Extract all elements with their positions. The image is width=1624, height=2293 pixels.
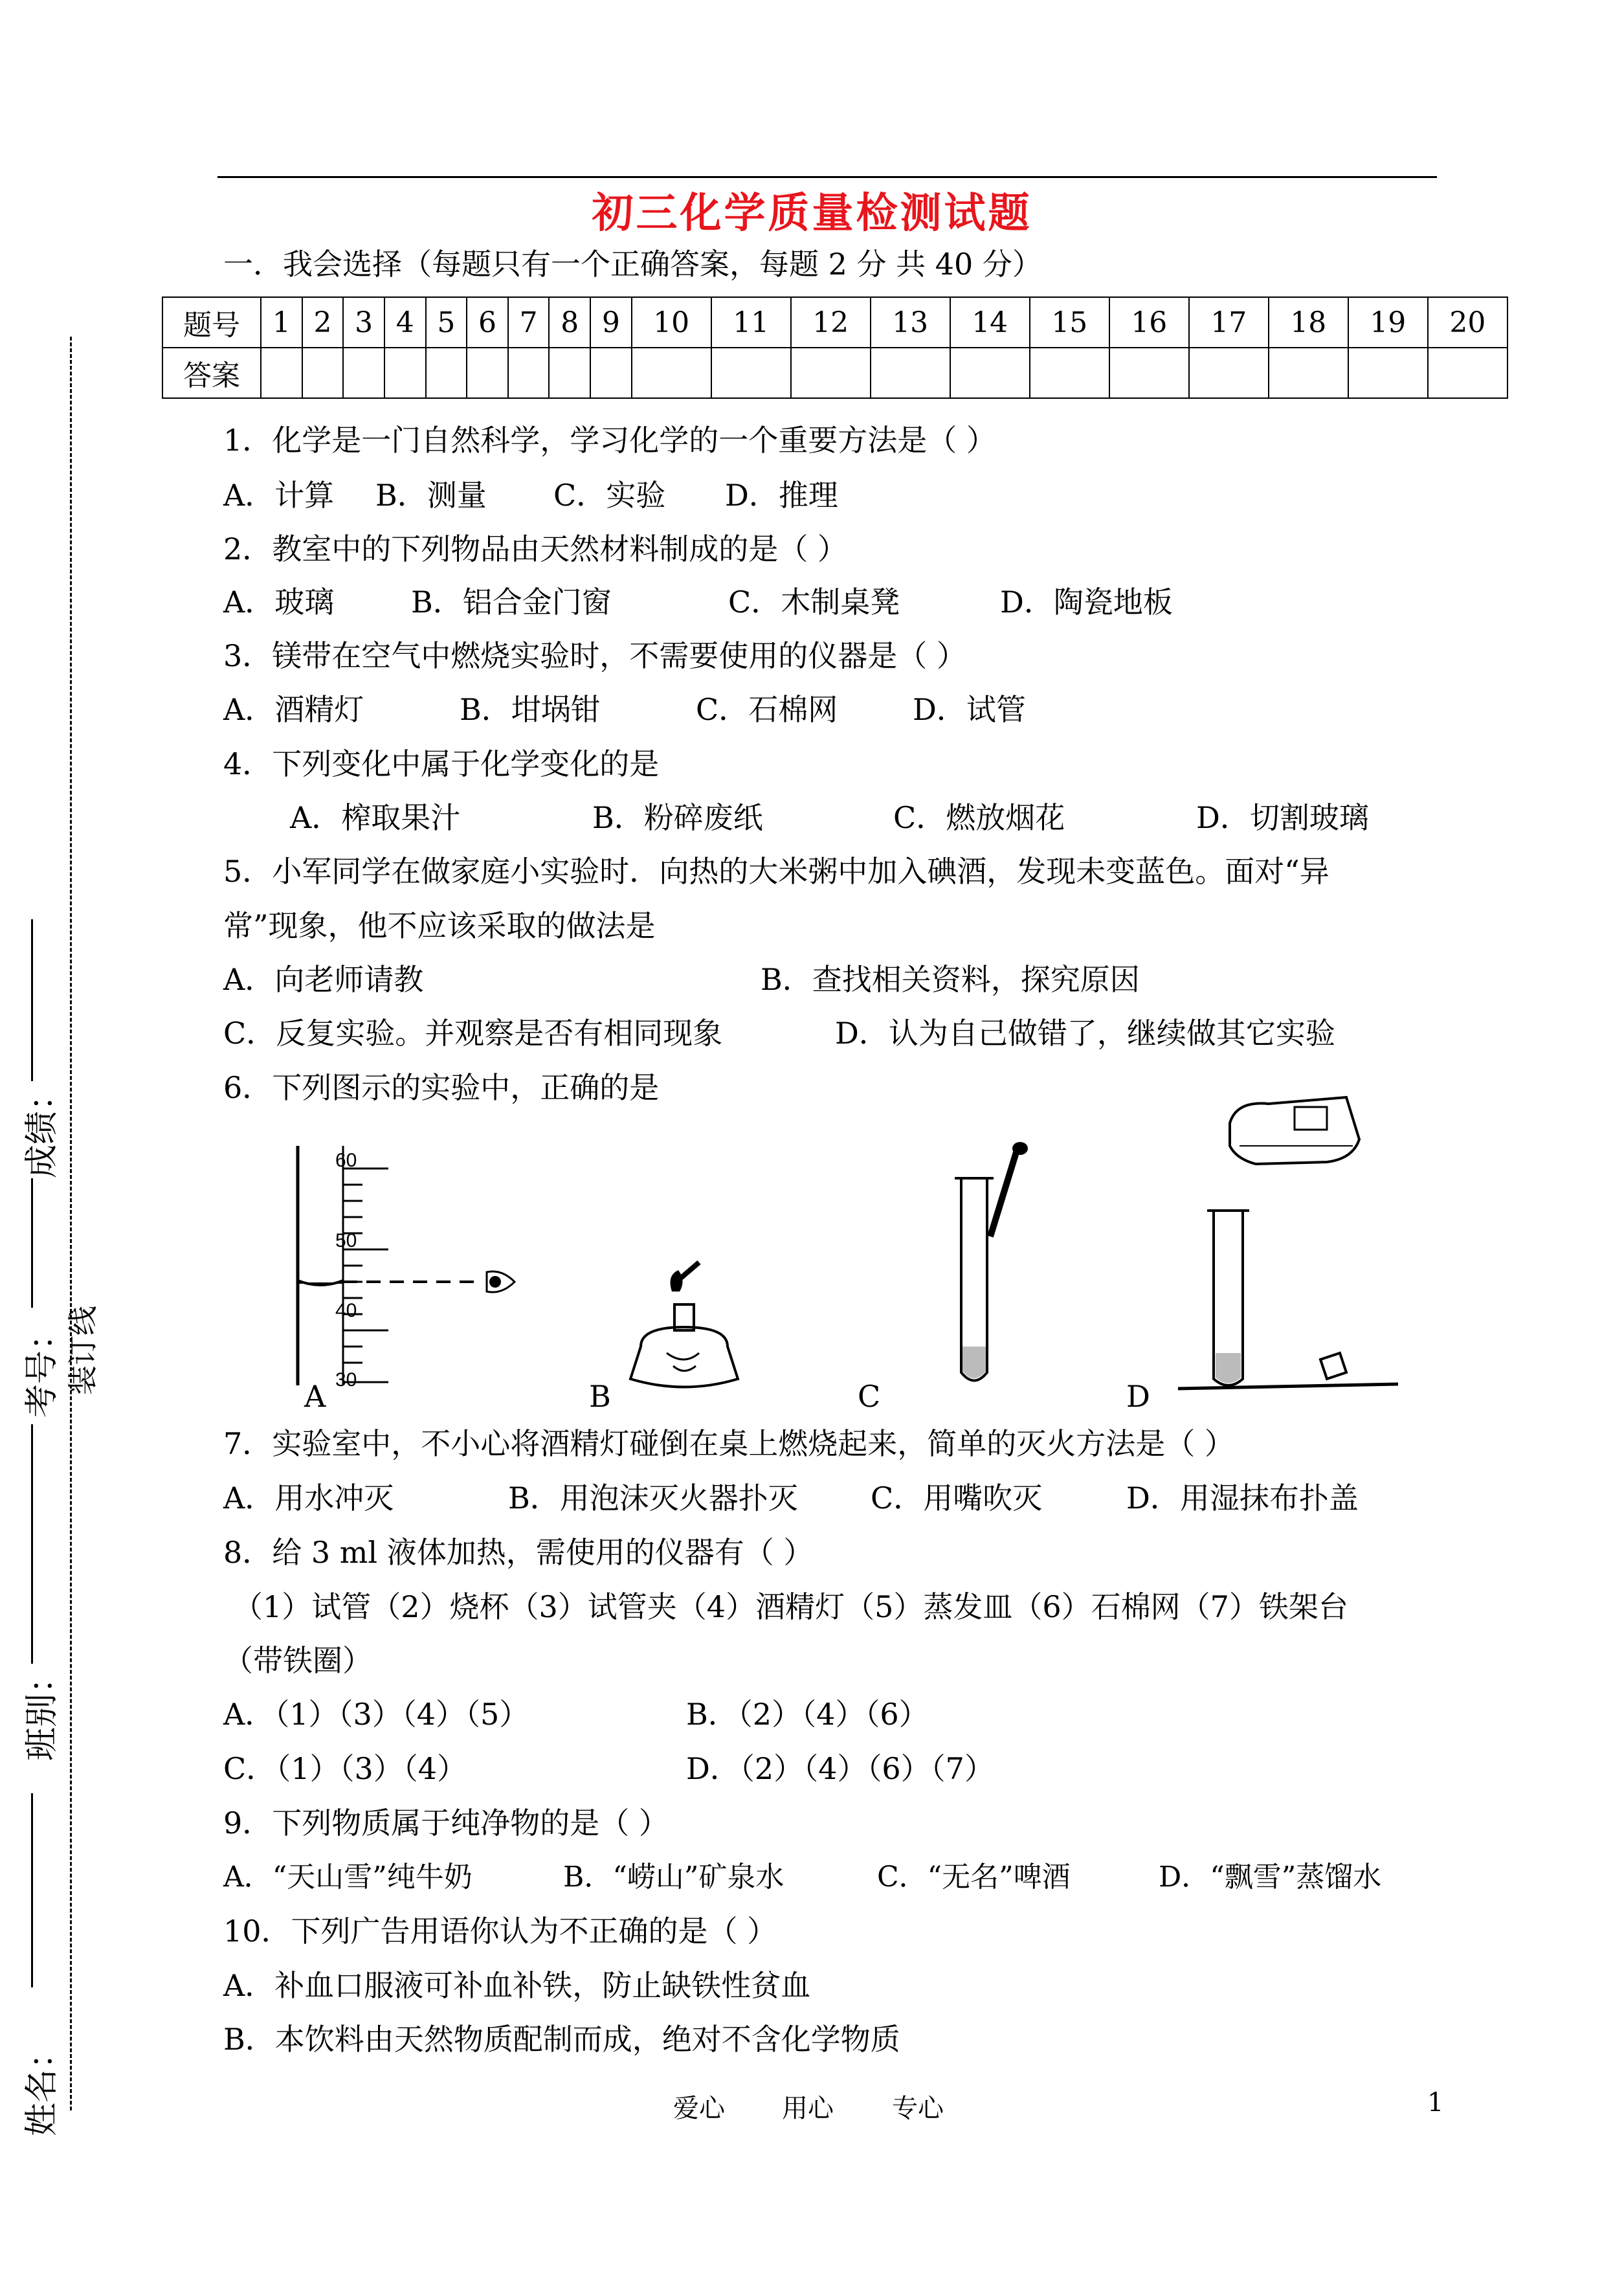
answer-cell[interactable] xyxy=(1348,348,1428,398)
option: B．查找相关资料，探究原因 xyxy=(761,962,1140,997)
answer-cell[interactable] xyxy=(343,348,384,398)
tick-label: 30 xyxy=(335,1369,357,1391)
page-title: 初三化学质量检测试题 xyxy=(592,189,1032,238)
question-stem-cont: 常”现象，他不应该采取的做法是 xyxy=(223,908,656,943)
question-stem: 2．教室中的下列物品由天然材料制成的是（ ） xyxy=(223,531,847,566)
table-cell: 7 xyxy=(508,297,550,348)
name-label: 姓名： xyxy=(23,2035,61,2136)
table-cell: 16 xyxy=(1109,297,1189,348)
class-blank-bottom xyxy=(31,1793,33,1987)
table-cell: 9 xyxy=(590,297,632,348)
figure-label: B xyxy=(589,1379,611,1414)
option: A．榨取果汁 xyxy=(290,800,461,835)
option: C．石棉网 xyxy=(696,692,838,727)
answer-cell[interactable] xyxy=(1189,348,1269,398)
class-label: 班别： xyxy=(23,1659,61,1761)
table-cell: 15 xyxy=(1030,297,1109,348)
answer-cell[interactable] xyxy=(711,348,791,398)
table-cell: 1 xyxy=(261,297,302,348)
question-stem: 7．实验室中，不小心将酒精灯碰倒在桌上燃烧起来，简单的灭火方法是（ ） xyxy=(223,1426,1234,1461)
answer-cell[interactable] xyxy=(950,348,1030,398)
option: A．用水冲灭 xyxy=(223,1481,394,1516)
option: D．认为自己做错了，继续做其它实验 xyxy=(835,1016,1335,1051)
question-stem: 9．下列物质属于纯净物的是（ ） xyxy=(223,1806,669,1840)
exam-no-label: 考号： xyxy=(23,1316,61,1418)
tick-label: 50 xyxy=(335,1230,357,1251)
option: B．用泡沫灭火器扑灭 xyxy=(508,1481,798,1516)
question-stem: 4．下列变化中属于化学变化的是 xyxy=(223,746,660,781)
answer-cell[interactable] xyxy=(871,348,950,398)
option: D．（2）（4）（6）（7） xyxy=(686,1751,994,1786)
question-stem: 3．镁带在空气中燃烧实验时，不需要使用的仪器是（ ） xyxy=(223,638,966,673)
table-cell: 4 xyxy=(384,297,426,348)
option: D．切割玻璃 xyxy=(1196,800,1369,835)
question-stem: 5．小军同学在做家庭小实验时．向热的大米粥中加入碘酒，发现未变蓝色。面对“异 xyxy=(223,854,1329,889)
option: A．向老师请教 xyxy=(223,962,424,997)
answer-cell[interactable] xyxy=(1109,348,1189,398)
option: D．试管 xyxy=(913,692,1026,727)
tick-label: 40 xyxy=(335,1300,357,1321)
answer-cell[interactable] xyxy=(384,348,426,398)
question-stem: 10．下列广告用语你认为不正确的是（ ） xyxy=(223,1914,777,1949)
answer-cell[interactable] xyxy=(632,348,711,398)
answer-cell[interactable] xyxy=(590,348,632,398)
footer-text: 专心 xyxy=(892,2094,944,2123)
option: C．燃放烟花 xyxy=(893,800,1065,835)
score-blank xyxy=(31,919,33,1081)
table-cell: 14 xyxy=(950,297,1030,348)
score-label: 成绩： xyxy=(23,1077,61,1178)
option: B．（2）（4）（6） xyxy=(686,1697,929,1732)
answer-cell[interactable] xyxy=(508,348,550,398)
row-header: 题号 xyxy=(162,297,261,348)
question-stem: 6．下列图示的实验中，正确的是 xyxy=(223,1070,660,1105)
table-cell: 13 xyxy=(871,297,950,348)
option: A．（1）（3）（4）（5） xyxy=(223,1697,529,1732)
page-number: 1 xyxy=(1427,2088,1444,2118)
item-list: （1）试管（2）烧杯（3）试管夹（4）酒精灯（5）蒸发皿（6）石棉网（7）铁架台 xyxy=(233,1589,1348,1624)
table-cell: 5 xyxy=(426,297,467,348)
option: C．实验 xyxy=(553,478,666,513)
option: A．“天山雪”纯牛奶 xyxy=(223,1861,473,1894)
question-stem: 1．化学是一门自然科学，学习化学的一个重要方法是（ ） xyxy=(223,423,996,458)
table-cell: 11 xyxy=(711,297,791,348)
table-cell: 18 xyxy=(1269,297,1348,348)
answer-cell[interactable] xyxy=(426,348,467,398)
answer-cell[interactable] xyxy=(261,348,302,398)
option: B．“崂山”矿泉水 xyxy=(563,1861,784,1894)
figure-label: C xyxy=(858,1379,881,1414)
answer-cell[interactable] xyxy=(549,348,590,398)
option: D．“飘雪”蒸馏水 xyxy=(1159,1861,1382,1894)
answer-table xyxy=(162,296,1508,399)
option: B．坩埚钳 xyxy=(460,692,601,727)
figure-label: D xyxy=(1126,1379,1150,1414)
table-cell: 8 xyxy=(549,297,590,348)
exam-no-blank xyxy=(31,1178,33,1308)
table-cell: 20 xyxy=(1428,297,1507,348)
table-cell: 3 xyxy=(343,297,384,348)
binding-dashed-line xyxy=(70,337,72,2110)
table-cell: 6 xyxy=(467,297,508,348)
option: A．补血口服液可补血补铁，防止缺铁性贫血 xyxy=(223,1968,811,2003)
option: B．粉碎废纸 xyxy=(592,800,763,835)
option: B．本饮料由天然物质配制而成，绝对不含化学物质 xyxy=(223,2022,900,2057)
table-cell: 17 xyxy=(1189,297,1269,348)
option: A．酒精灯 xyxy=(223,692,364,727)
table-row xyxy=(162,297,1507,348)
answer-cell[interactable] xyxy=(1269,348,1348,398)
figure-d-pouring-test-tube xyxy=(1178,1088,1398,1392)
option: A．计算 xyxy=(223,478,335,513)
footer-text: 爱心 xyxy=(673,2094,725,2123)
option: C．木制桌凳 xyxy=(728,585,900,620)
answer-cell[interactable] xyxy=(467,348,508,398)
answer-cell[interactable] xyxy=(302,348,344,398)
option: C．反复实验。并观察是否有相同现象 xyxy=(223,1016,723,1051)
question-stem: 8．给 3 ml 液体加热，需使用的仪器有（ ） xyxy=(223,1535,814,1570)
tick-label: 60 xyxy=(335,1150,357,1171)
table-row xyxy=(162,348,1507,398)
item-list-cont: （带铁圈） xyxy=(223,1643,372,1678)
class-blank-top xyxy=(31,1424,33,1664)
figure-label: A xyxy=(304,1379,326,1414)
binding-line-label: 装订线 xyxy=(65,1306,100,1395)
option: A．玻璃 xyxy=(223,585,335,620)
answer-cell[interactable] xyxy=(1428,348,1507,398)
option: D．用湿抹布扑盖 xyxy=(1126,1481,1359,1516)
answer-cell[interactable] xyxy=(791,348,871,398)
table-cell: 2 xyxy=(302,297,344,348)
option: C．用嘴吹灭 xyxy=(871,1481,1043,1516)
option: B．铝合金门窗 xyxy=(411,585,612,620)
option: C．“无名”啤酒 xyxy=(877,1861,1071,1894)
option: C．（1）（3）（4） xyxy=(223,1751,467,1786)
table-cell: 10 xyxy=(632,297,711,348)
option: B．测量 xyxy=(375,478,487,513)
section-heading: 一．我会选择（每题只有一个正确答案，每题 2 分 共 40 分） xyxy=(223,247,1042,282)
option: D．推理 xyxy=(725,478,838,513)
table-cell: 19 xyxy=(1348,297,1428,348)
row-header: 答案 xyxy=(162,348,261,398)
answer-cell[interactable] xyxy=(1030,348,1109,398)
figure-c-dropper-test-tube xyxy=(926,1139,1055,1398)
table-cell: 12 xyxy=(791,297,871,348)
figure-b-alcohol-lamp xyxy=(602,1256,770,1405)
footer-text: 用心 xyxy=(782,2094,834,2123)
figure-a-graduated-cylinder xyxy=(285,1139,544,1398)
top-rule xyxy=(217,176,1437,178)
option: D．陶瓷地板 xyxy=(1000,585,1173,620)
